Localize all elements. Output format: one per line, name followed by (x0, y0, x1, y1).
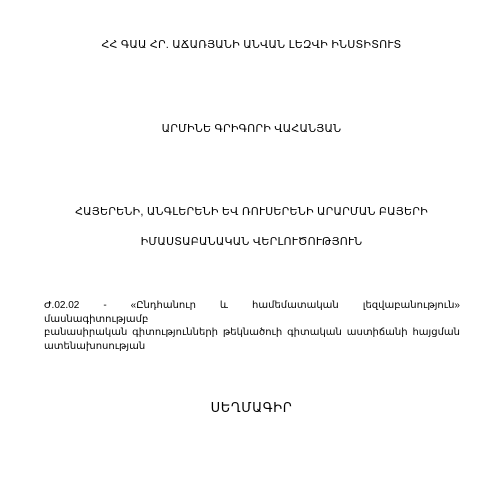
institute-name: ՀՀ ԳԱԱ ՀՐ. ԱՃԱՌՅԱՆԻ ԱՆՎԱՆ ԼԵԶՎԻ ԻՆՍՏԻՏՈՒՏ (101, 39, 402, 51)
dissertation-title-line-2: ԻՄԱՍՏԱԲԱՆԱԿԱՆ ՎԵՐԼՈՒԾՈՒԹՅՈՒՆ (140, 236, 363, 248)
specialty-line-3: ատենախոսության (44, 340, 146, 352)
specialty-paragraph (44, 299, 460, 353)
dissertation-title-line-1: ՀԱՅԵՐԵՆԻ, ԱՆԳԼԵՐԵՆԻ ԵՎ ՌՈՒՍԵՐԵՆԻ ԱՐԱՐՄԱՆ ԲԱՅԵՐԻ (75, 206, 428, 218)
specialty-line-2: բանասիրական գիտությունների թեկնածուի գիտական աստիճանի հայցման (44, 327, 460, 338)
author-name: ԱՐՄԻՆԵ ԳՐԻԳՈՐԻ ՎԱՀԱՆՅԱՆ (161, 123, 342, 135)
specialty-line-1: Ժ.02.02 - «Ընդհանուր և համեմատական լեզվաբանություն» մասնագիտությամբ (44, 300, 460, 325)
document-type-heading: ՍԵՂՄԱԳԻՐ (210, 400, 293, 415)
